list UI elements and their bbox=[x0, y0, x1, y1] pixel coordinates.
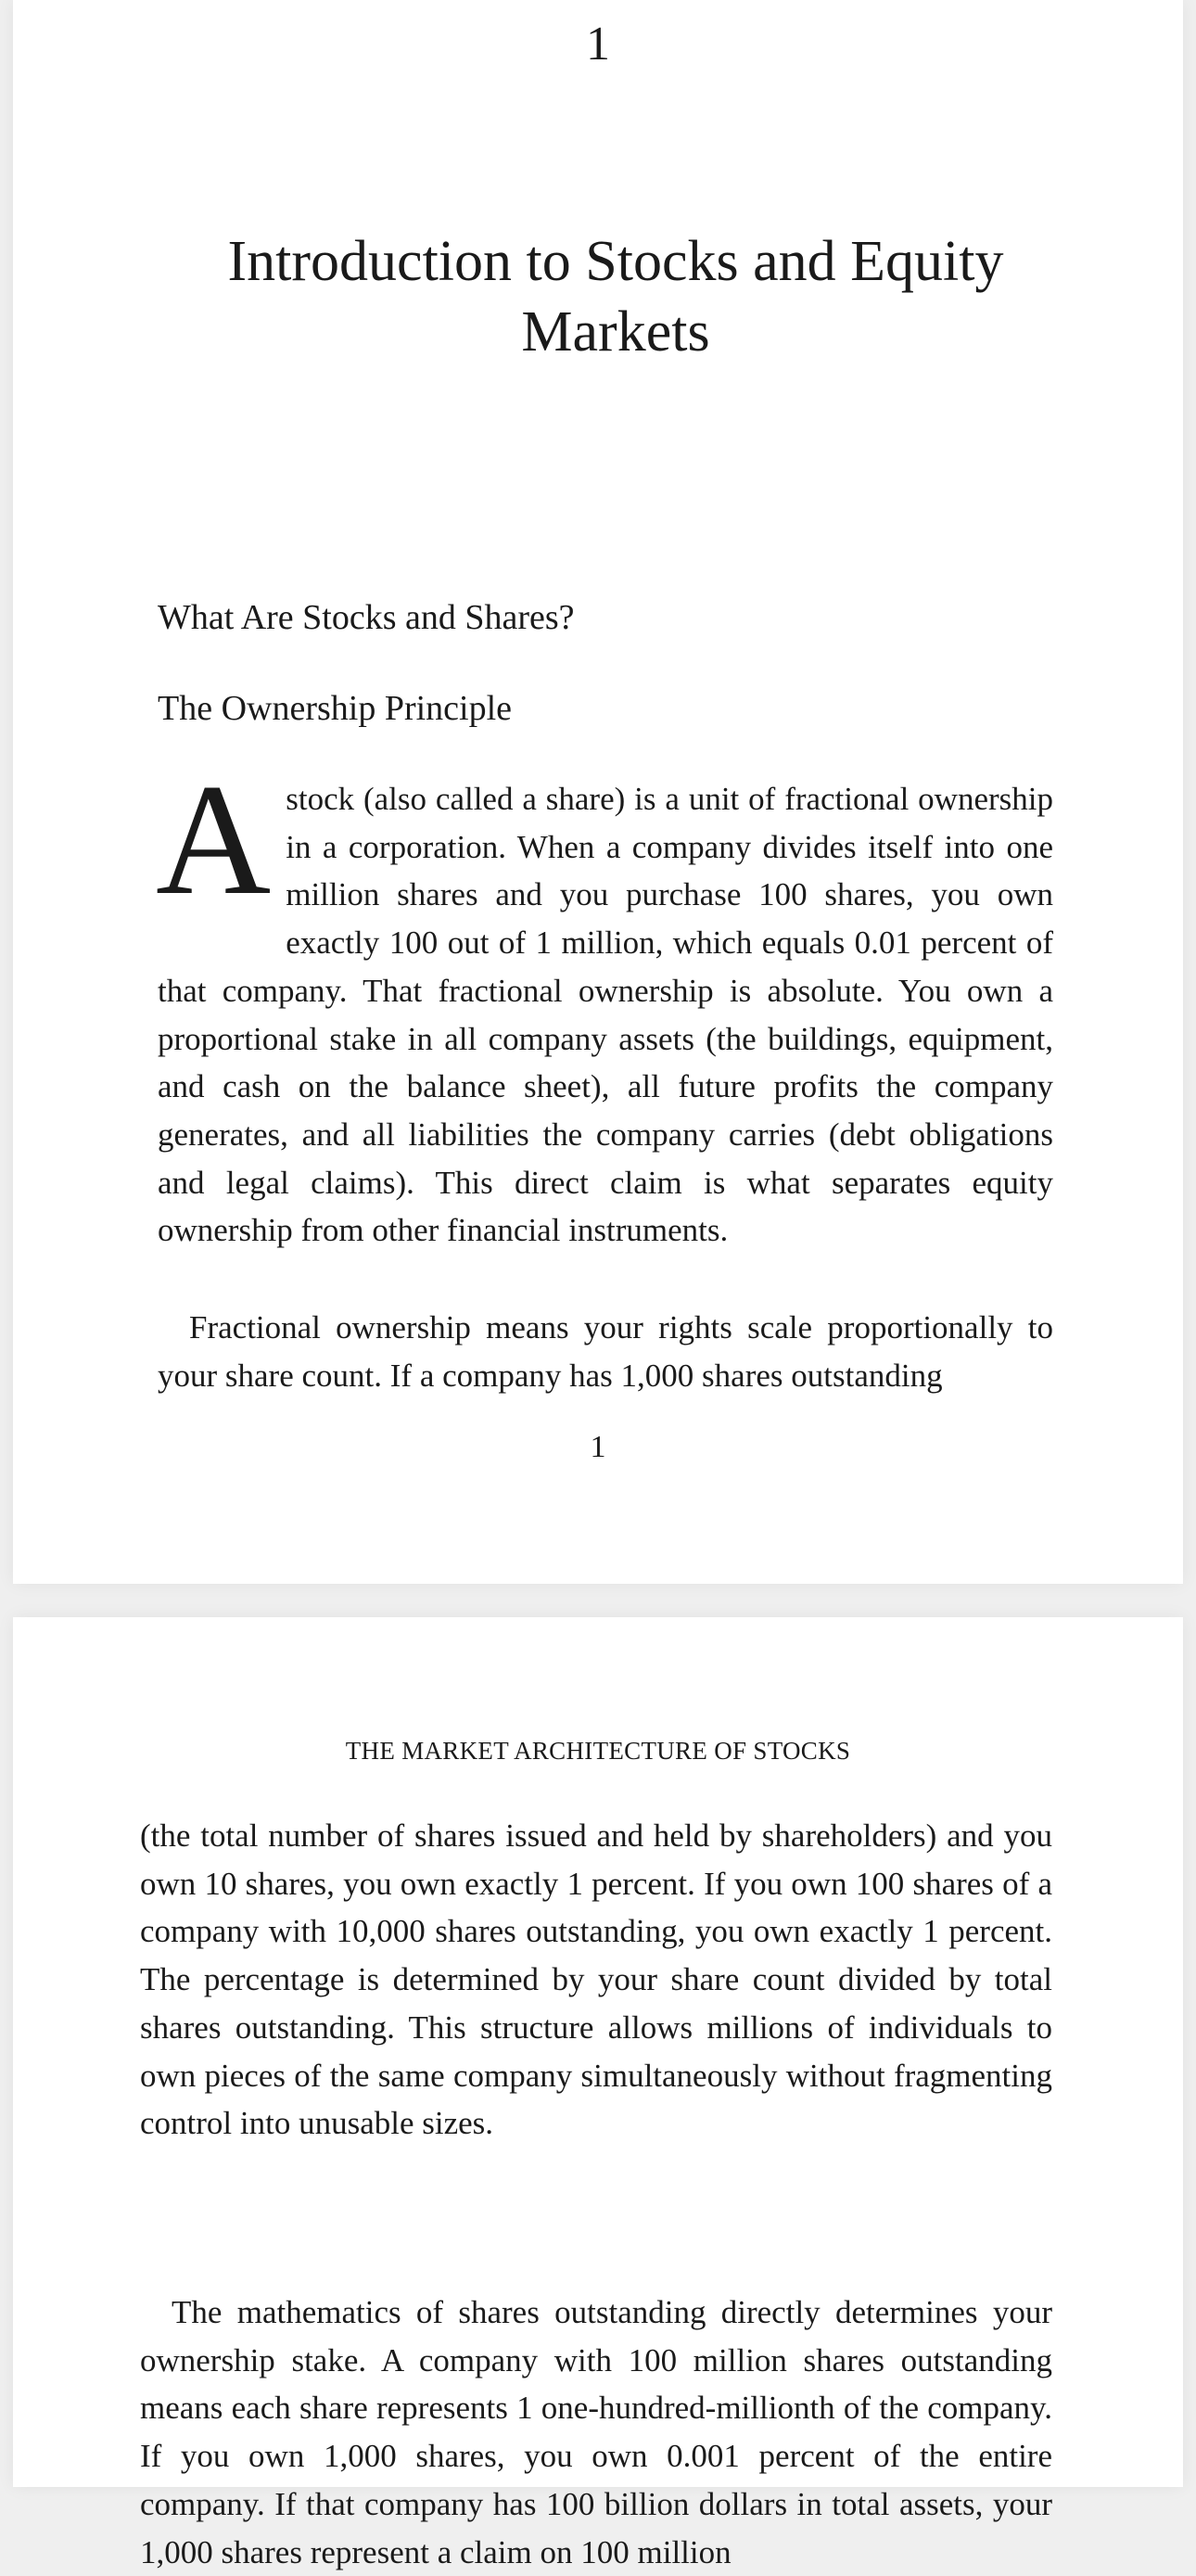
book-page-2 bbox=[13, 1617, 1183, 2570]
section-heading-stocks-and-shares: What Are Stocks and Shares? bbox=[158, 598, 575, 637]
book-page-1 bbox=[13, 0, 1183, 1584]
chapter-number: 1 bbox=[586, 18, 610, 70]
body-paragraph: (the total number of shares issued and held by shareholders) and you own 10 shares, you own exactly 1 percent. If you own 100 shares of a company with 10,000 shares outstanding, you own exactly 1 percent. The percentage is determined by your share count divided by total shares outstanding. This structure allows millions of individuals to own pieces of the same company simultaneously without fragmenting control into unusable sizes. bbox=[140, 1817, 1052, 2142]
paragraph-text: stock (also called a share) is a unit of fractional ownership in a corporation. When a company divides itself into one million shares and you purchase 100 shares, you own exactly 100 out of 1 million, which equals 0.01 percent of that company. That fractional ownership is absolute. You own a proportional stake in all company assets (the buildings, equipment, and cash on the balance sheet), all future profits the company generates, and all liabilities the company carries (debt obligations and legal claims). This direct claim is what separates equity ownership from other financial instruments. bbox=[158, 781, 1053, 1249]
body-paragraph: The mathematics of shares outstanding directly determines your ownership stake. A company with 100 million shares outstanding means each share represents 1 one-hundred-millionth of the company. If you own 1,000 shares, you own 0.001 percent of the entire company. If that company has 100 billion dollars in total assets, your 1,000 shares represent a claim on 100 million bbox=[140, 2294, 1052, 2570]
page-number: 1 bbox=[590, 1430, 606, 1464]
section-heading-ownership-principle: The Ownership Principle bbox=[158, 689, 513, 728]
running-head: THE MARKET ARCHITECTURE OF STOCKS bbox=[345, 1737, 851, 1765]
chapter-title: Introduction to Stocks and Equity Markets bbox=[227, 230, 1004, 363]
body-paragraph: Fractional ownership means your rights scale proportionally to your share count. If a company has 1,000 shares outstanding bbox=[158, 1309, 1053, 1394]
body-paragraph bbox=[156, 752, 1053, 1255]
drop-cap-letter: A bbox=[156, 752, 272, 928]
